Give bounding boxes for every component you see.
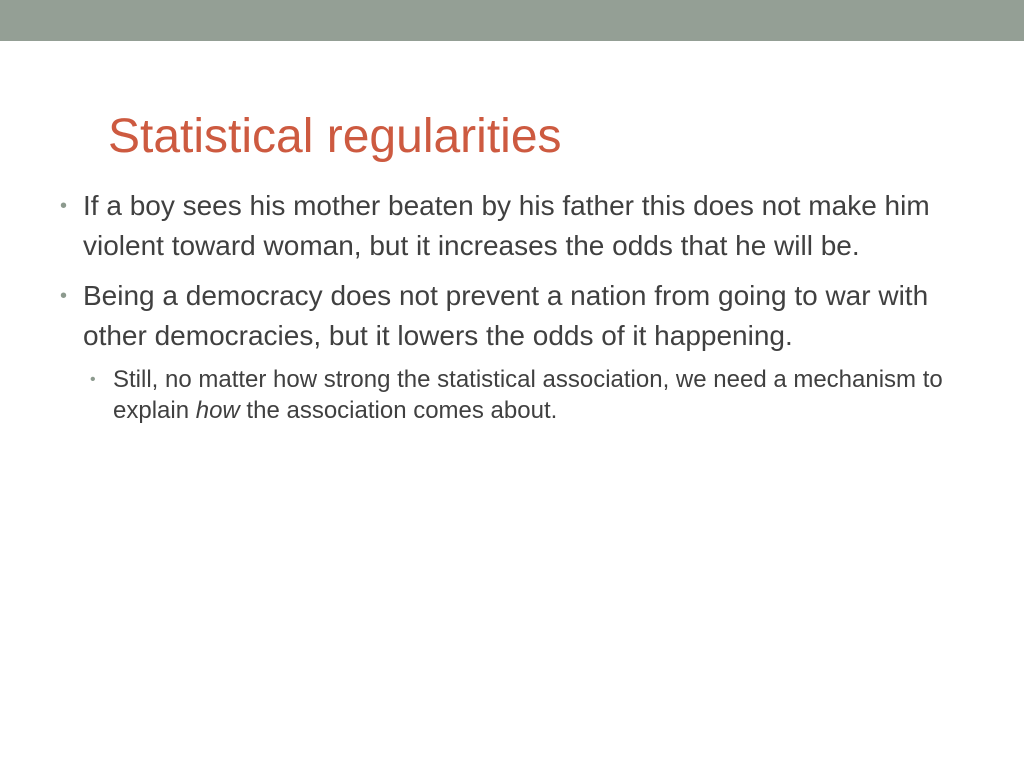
bullet-icon: • — [60, 285, 68, 307]
bullet-text: Being a democracy does not prevent a nation from going to war with other democracies, but it lowers the odds of it happening. — [83, 280, 929, 351]
top-accent-bar — [0, 0, 1024, 41]
slide-title: Statistical regularities — [108, 110, 562, 163]
sub-bullet-text-after: the association comes about. — [239, 397, 558, 424]
bullet-item — [60, 186, 990, 266]
sub-bullet-item — [90, 364, 990, 426]
slide-body — [60, 186, 990, 426]
sub-bullet-text-before: Still, no matter how strong the statistical association, we need a mechanism to explain — [113, 366, 943, 424]
sub-bullet-icon: • — [90, 371, 96, 388]
bullet-icon: • — [60, 195, 68, 217]
bullet-text: If a boy sees his mother beaten by his father this does not make him violent toward woman, but it increases the odds that he will be. — [83, 190, 930, 261]
sub-bullet-emphasis: how — [195, 397, 240, 424]
bullet-item — [60, 276, 990, 356]
